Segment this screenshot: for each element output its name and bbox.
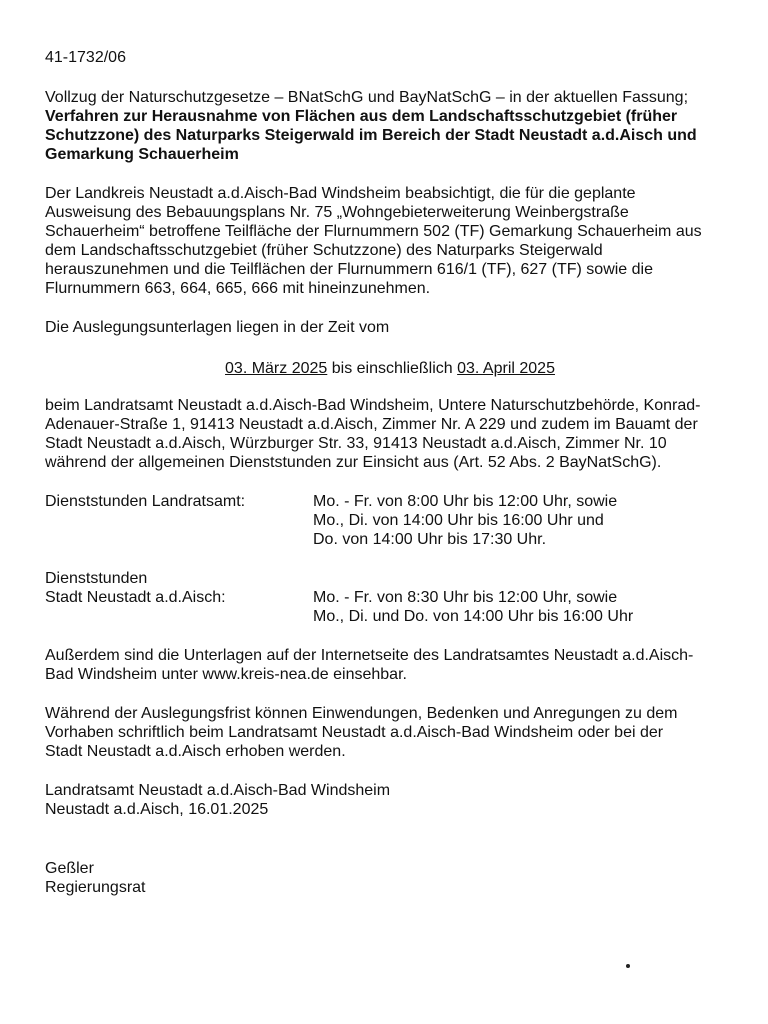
subject-title-line: Schutzzone) des Naturparks Steigerwald im Bereich der Stadt Neustadt a.d.Aisch und [45,127,697,144]
paragraph-line: Schauerheim“ betroffene Teilfläche der Flurnummern 502 (TF) Gemarkung Schauerheim aus [45,223,702,240]
place-date [45,781,735,819]
paragraph-line: Während der Auslegungsfrist können Einwendungen, Bedenken und Anregungen zu dem [45,705,678,722]
intention-paragraph [45,184,735,298]
period-start-date: 03. März 2025 [225,360,328,377]
paragraph-line: Stadt Neustadt a.d.Aisch erhoben werden. [45,743,346,760]
subject-block [45,88,735,164]
document-page [45,48,735,897]
signatory-title: Regierungsrat [45,879,146,896]
office-hours-line: Mo., Di. von 14:00 Uhr bis 16:00 Uhr und [313,512,604,529]
paragraph-line: Stadt Neustadt a.d.Aisch, Würzburger Str. 33, 91413 Neustadt a.d.Aisch, Zimmer Nr. 10 [45,435,667,452]
office-hours-times [313,492,617,549]
office-hours-line: Mo. - Fr. von 8:30 Uhr bis 12:00 Uhr, sowie [313,589,618,606]
subject-title-line: Verfahren zur Herausnahme von Flächen aus dem Landschaftsschutzgebiet (früher [45,108,678,125]
place-and-date: Neustadt a.d.Aisch, 16.01.2025 [45,801,269,818]
paragraph-line: beim Landratsamt Neustadt a.d.Aisch-Bad Windsheim, Untere Naturschutzbehörde, Konrad- [45,397,701,414]
paragraph-line: Außerdem sind die Unterlagen auf der Internetseite des Landratsamtes Neustadt a.d.Aisch- [45,647,694,664]
office-hours-times [313,588,633,626]
location-paragraph [45,396,735,472]
paragraph-line: Ausweisung des Bebauungsplans Nr. 75 „Wohngebieterweiterung Weinbergstraße [45,204,629,221]
scan-speck [626,964,630,968]
office-hours-label: Dienststunden [45,570,148,587]
paragraph-line: Flurnummern 663, 664, 665, 666 mit hineinzunehmen. [45,280,431,297]
office-hours-label: Dienststunden Landratsamt: [45,493,246,510]
signature-block [45,859,735,897]
objection-paragraph [45,704,735,761]
display-intro [45,318,735,337]
subject-intro: Vollzug der Naturschutzgesetze – BNatSchG und BayNatSchG – in der aktuellen Fassung; [45,89,689,106]
paragraph-line: Der Landkreis Neustadt a.d.Aisch-Bad Windsheim beabsichtigt, die für die geplante [45,185,636,202]
display-intro-text: Die Auslegungsunterlagen liegen in der Zeit vom [45,319,390,336]
internet-paragraph [45,646,735,684]
office-hours-line: Mo., Di. und Do. von 14:00 Uhr bis 16:00 Uhr [313,608,634,625]
office-hours-stadt [45,569,735,626]
issuing-authority: Landratsamt Neustadt a.d.Aisch-Bad Windsheim [45,782,391,799]
office-hours-line: Mo. - Fr. von 8:00 Uhr bis 12:00 Uhr, sowie [313,493,618,510]
office-hours-landratsamt [45,492,735,549]
office-hours-label: Stadt Neustadt a.d.Aisch: [45,589,226,606]
paragraph-line: während der allgemeinen Dienststunden zur Einsicht aus (Art. 52 Abs. 2 BayNatSchG). [45,454,662,471]
subject-title-line: Gemarkung Schauerheim [45,146,239,163]
office-hours-line: Do. von 14:00 Uhr bis 17:30 Uhr. [313,531,547,548]
paragraph-line: Bad Windsheim unter www.kreis-nea.de einsehbar. [45,666,407,683]
period-end-date: 03. April 2025 [457,360,555,377]
paragraph-line: dem Landschaftsschutzgebiet (früher Schutzzone) des Naturparks Steigerwald [45,242,603,259]
paragraph-line: herauszunehmen und die Teilflächen der Flurnummern 616/1 (TF), 627 (TF) sowie die [45,261,653,278]
reference-number: 41-1732/06 [45,49,126,66]
period-connector: bis einschließlich [327,360,458,377]
paragraph-line: Vorhaben schriftlich beim Landratsamt Neustadt a.d.Aisch-Bad Windsheim oder bei der [45,724,664,741]
display-period [45,359,735,378]
paragraph-line: Adenauer-Straße 1, 91413 Neustadt a.d.Aisch, Zimmer Nr. A 229 und zudem im Bauamt der [45,416,698,433]
signatory-name: Geßler [45,860,94,877]
